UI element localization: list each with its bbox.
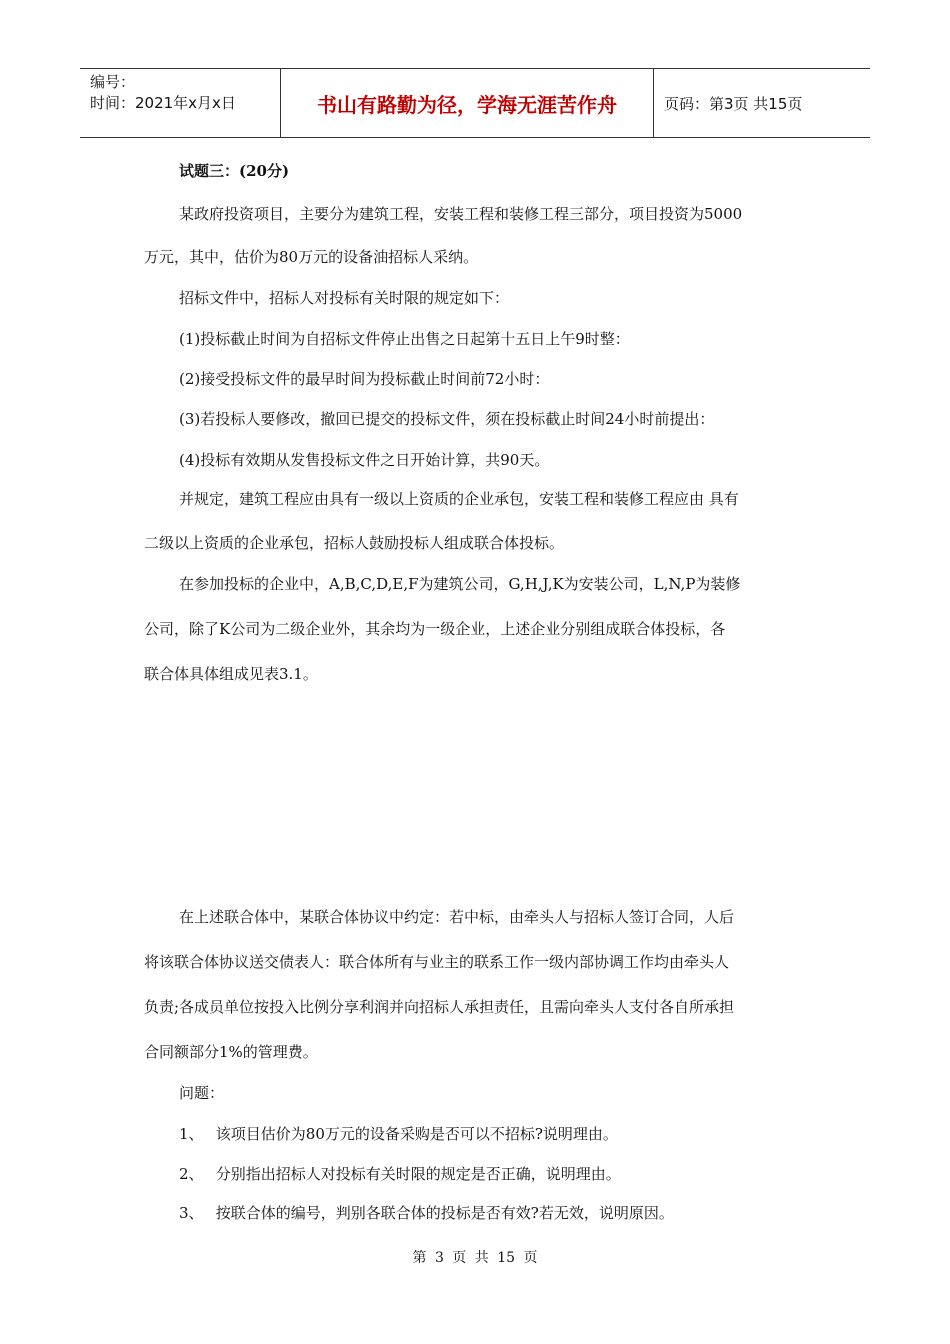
paragraph-line: 在上述联合体中，某联合体协议中约定：若中标，由牵头人与招标人签订合同，人后 [179,908,735,926]
paragraph-line: 并规定，建筑工程应由具有一级以上资质的企业承包，安装工程和装修工程应由 具有 [179,490,739,508]
paragraph-line: 万元，其中，估价为80万元的设备油招标人采纳。 [144,248,479,266]
question-number: 3、 [179,1204,204,1222]
paragraph-line: 将该联合体协议送交债表人：联合体所有与业主的联系工作一级内部协调工作均由牵头人 [144,953,730,971]
question-text: 该项目估价为80万元的设备采购是否可以不招标?说明理由。 [215,1125,618,1143]
paragraph-line: 在参加投标的企业中，A,B,C,D,E,F为建筑公司，G,H,J,K为安装公司，L,N,P为装修 [179,575,741,593]
rule-item: (3)若投标人要修改，撤回已提交的投标文件，须在投标截止时间24小时前提出： [179,410,715,428]
document-time: 时间：2021年x月x日 [90,94,236,112]
page-header [80,68,870,138]
paragraph-line: 招标文件中，招标人对投标有关时限的规定如下： [179,289,510,307]
header-motto: 书山有路勤为径，学海无涯苦作舟 [281,69,654,137]
paragraph-line: 合同额部分1%的管理费。 [144,1043,318,1061]
section-title: 试题三：(20分) [179,162,290,180]
paragraph-line: 二级以上资质的企业承包，招标人鼓励投标人组成联合体投标。 [144,534,565,552]
page-footer: 第 3 页 共 15 页 [412,1250,538,1266]
question-number: 1、 [179,1125,204,1143]
paragraph-line: 联合体具体组成见表3.1。 [144,665,318,683]
rule-item: (4)投标有效期从发售投标文件之日开始计算，共90天。 [179,451,550,469]
question-item [179,1123,618,1144]
question-number: 2、 [179,1165,204,1183]
rule-item: (2)接受投标文件的最早时间为投标截止时间前72小时： [179,370,550,388]
question-item [179,1202,674,1223]
rule-item: (1)投标截止时间为自招标文件停止出售之日起第十五日上午9时整： [179,330,630,348]
question-item [179,1163,621,1184]
document-number-label: 编号： [90,73,136,91]
header-meta [80,69,281,137]
questions-label: 问题： [179,1084,225,1102]
paragraph-line: 某政府投资项目，主要分为建筑工程，安装工程和装修工程三部分，项目投资为5000 [179,205,743,223]
paragraph-line: 公司，除了K公司为二级企业外，其余均为一级企业，上述企业分别组成联合体投标，各 [144,620,726,638]
question-text: 按联合体的编号，判别各联合体的投标是否有效?若无效，说明原因。 [215,1204,674,1222]
header-page-code: 页码：第3页 共15页 [664,94,803,113]
paragraph-line: 负责;各成员单位按投入比例分享利润并向招标人承担责任，且需向牵头人支付各自所承担 [144,998,735,1016]
question-text: 分别指出招标人对投标有关时限的规定是否正确，说明理由。 [215,1165,621,1183]
